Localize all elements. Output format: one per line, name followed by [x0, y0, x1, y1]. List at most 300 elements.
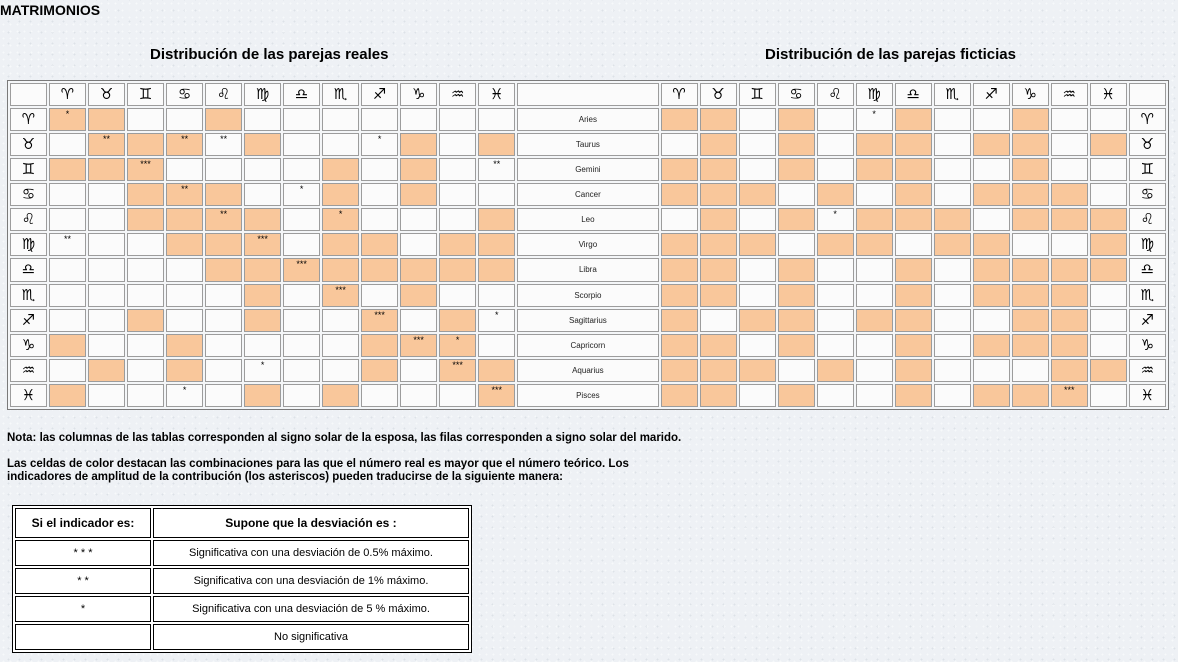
taurus-icon: ♉ — [10, 133, 47, 156]
real-cell — [166, 359, 203, 382]
real-cell — [127, 183, 164, 206]
fictitious-cell — [739, 133, 776, 156]
fictitious-cell — [856, 258, 893, 281]
scorpio-icon: ♏ — [934, 83, 971, 106]
fictitious-cell — [739, 284, 776, 307]
real-cell: ** — [166, 183, 203, 206]
cancer-icon: ♋ — [1129, 183, 1166, 206]
real-cell — [361, 233, 398, 256]
fictitious-cell — [739, 158, 776, 181]
real-cell: ** — [49, 233, 86, 256]
fictitious-cell — [700, 258, 737, 281]
real-cell: * — [322, 208, 359, 231]
cancer-icon: ♋ — [166, 83, 203, 106]
fictitious-cell — [739, 108, 776, 131]
real-cell — [439, 183, 476, 206]
real-cell — [361, 108, 398, 131]
real-cell: *** — [400, 334, 437, 357]
fictitious-cell — [700, 183, 737, 206]
real-cell — [283, 158, 320, 181]
fictitious-cell — [1012, 108, 1049, 131]
real-cell — [49, 334, 86, 357]
fictitious-cell — [778, 183, 815, 206]
legend-indicator: * — [15, 596, 151, 622]
real-cell: *** — [244, 233, 281, 256]
real-cell — [244, 334, 281, 357]
fictitious-cell — [661, 158, 698, 181]
real-cell — [400, 258, 437, 281]
fictitious-cell — [739, 208, 776, 231]
fictitious-cell — [817, 133, 854, 156]
real-cell — [400, 133, 437, 156]
significance-legend-table — [12, 505, 472, 653]
fictitious-cell — [895, 208, 932, 231]
legend-row — [15, 568, 469, 594]
gemini-icon: ♊ — [10, 158, 47, 181]
fictitious-cell — [856, 309, 893, 332]
fictitious-cell — [895, 384, 932, 407]
fictitious-cell — [661, 284, 698, 307]
real-cell: *** — [283, 258, 320, 281]
real-cell — [88, 108, 125, 131]
legend-indicator: * * — [15, 568, 151, 594]
fictitious-cell — [895, 133, 932, 156]
real-cell — [439, 133, 476, 156]
real-cell — [361, 183, 398, 206]
fictitious-cell — [973, 208, 1010, 231]
sign-name-cell: Gemini — [517, 158, 658, 181]
legend-indicator — [15, 624, 151, 650]
real-cell — [478, 334, 515, 357]
fictitious-cell — [1012, 359, 1049, 382]
real-cell — [205, 309, 242, 332]
real-cell — [361, 284, 398, 307]
fictitious-cell — [973, 233, 1010, 256]
fictitious-cell — [856, 284, 893, 307]
real-cell: *** — [439, 359, 476, 382]
fictitious-cell — [739, 309, 776, 332]
taurus-icon: ♉ — [700, 83, 737, 106]
real-cell — [400, 208, 437, 231]
fictitious-cell — [778, 284, 815, 307]
fictitious-cell — [778, 158, 815, 181]
fictitious-cell — [973, 334, 1010, 357]
sign-name-cell: Taurus — [517, 133, 658, 156]
real-cell — [361, 258, 398, 281]
real-cell — [361, 208, 398, 231]
real-cell — [166, 258, 203, 281]
taurus-icon: ♉ — [88, 83, 125, 106]
real-cell — [205, 258, 242, 281]
fictitious-cell — [1090, 108, 1127, 131]
real-cell — [244, 133, 281, 156]
fictitious-cell — [739, 359, 776, 382]
legend-row — [15, 540, 469, 566]
leo-icon: ♌ — [817, 83, 854, 106]
fictitious-cell — [1012, 258, 1049, 281]
legend-meaning: No significativa — [153, 624, 469, 650]
fictitious-cell — [1012, 133, 1049, 156]
fictitious-cell — [700, 334, 737, 357]
real-cell — [88, 233, 125, 256]
fictitious-cell — [895, 258, 932, 281]
legend-meaning: Significativa con una desviación de 0.5% máximo. — [153, 540, 469, 566]
real-cell — [166, 233, 203, 256]
fictitious-cell — [778, 384, 815, 407]
real-cell — [127, 284, 164, 307]
sign-name-cell: Aries — [517, 108, 658, 131]
fictitious-cell — [895, 183, 932, 206]
real-cell: * — [49, 108, 86, 131]
real-cell — [205, 233, 242, 256]
aquarius-icon: ♒ — [1129, 359, 1166, 382]
real-cell — [478, 233, 515, 256]
real-cell — [400, 158, 437, 181]
fictitious-cell — [778, 309, 815, 332]
corner-cell — [1129, 83, 1166, 106]
real-cell — [88, 183, 125, 206]
fictitious-cell — [700, 233, 737, 256]
sign-name-cell: Leo — [517, 208, 658, 231]
aquarius-icon: ♒ — [1051, 83, 1088, 106]
real-cell — [322, 183, 359, 206]
fictitious-cell — [1051, 183, 1088, 206]
fictitious-cell — [817, 183, 854, 206]
real-cell — [244, 309, 281, 332]
fictitious-cell — [895, 158, 932, 181]
zodiac-comparison-table — [7, 80, 1169, 410]
pisces-icon: ♓ — [478, 83, 515, 106]
table-row — [10, 158, 1166, 181]
legend-indicator: * * * — [15, 540, 151, 566]
real-cell: * — [439, 334, 476, 357]
fictitious-cell — [1051, 158, 1088, 181]
real-cell — [439, 233, 476, 256]
real-cell: ** — [88, 133, 125, 156]
fictitious-cell — [934, 258, 971, 281]
fictitious-cell — [661, 334, 698, 357]
fictitious-cell — [973, 158, 1010, 181]
fictitious-cell — [934, 334, 971, 357]
fictitious-cell — [1051, 208, 1088, 231]
real-cell — [322, 384, 359, 407]
legend-header-row — [15, 508, 469, 538]
real-cell — [88, 309, 125, 332]
fictitious-cell — [1012, 158, 1049, 181]
real-cell — [361, 384, 398, 407]
taurus-icon: ♉ — [1129, 133, 1166, 156]
fictitious-cell — [661, 108, 698, 131]
real-cell — [88, 258, 125, 281]
fictitious-cell — [934, 384, 971, 407]
real-cell: *** — [322, 284, 359, 307]
real-cell — [166, 208, 203, 231]
real-cell — [205, 108, 242, 131]
legend-meaning: Significativa con una desviación de 1% máximo. — [153, 568, 469, 594]
gemini-icon: ♊ — [739, 83, 776, 106]
sagittarius-icon: ♐ — [10, 309, 47, 332]
real-cell — [166, 334, 203, 357]
table-header-row — [10, 83, 1166, 106]
fictitious-cell — [739, 258, 776, 281]
real-cell — [88, 284, 125, 307]
real-cell — [49, 258, 86, 281]
real-cell — [127, 359, 164, 382]
aquarius-icon: ♒ — [439, 83, 476, 106]
fictitious-cell — [973, 108, 1010, 131]
real-cell: * — [361, 133, 398, 156]
fictitious-cell — [1051, 108, 1088, 131]
real-cell — [49, 384, 86, 407]
real-cell — [400, 309, 437, 332]
real-cell — [166, 158, 203, 181]
fictitious-cell — [700, 133, 737, 156]
fictitious-cell — [700, 284, 737, 307]
fictitious-cell — [739, 233, 776, 256]
fictitious-cell — [1012, 183, 1049, 206]
fictitious-cell — [700, 208, 737, 231]
real-cell — [244, 284, 281, 307]
fictitious-cell — [895, 108, 932, 131]
leo-icon: ♌ — [205, 83, 242, 106]
real-cell — [322, 158, 359, 181]
fictitious-cell — [934, 108, 971, 131]
table-row — [10, 359, 1166, 382]
real-cell — [439, 309, 476, 332]
fictitious-cell — [1012, 208, 1049, 231]
fictitious-cell — [973, 133, 1010, 156]
table-row — [10, 108, 1166, 131]
real-cell — [283, 359, 320, 382]
fictitious-cell — [856, 183, 893, 206]
real-cell — [205, 359, 242, 382]
capricorn-icon: ♑ — [10, 334, 47, 357]
virgo-icon: ♍ — [10, 233, 47, 256]
real-cell — [127, 108, 164, 131]
real-cell — [361, 359, 398, 382]
real-cell — [88, 334, 125, 357]
fictitious-cell — [856, 133, 893, 156]
fictitious-cell — [1051, 258, 1088, 281]
real-cell — [283, 108, 320, 131]
real-cell — [322, 233, 359, 256]
fictitious-cell — [1090, 183, 1127, 206]
fictitious-cell: * — [817, 208, 854, 231]
leo-icon: ♌ — [1129, 208, 1166, 231]
real-cell: ** — [478, 158, 515, 181]
fictitious-cell — [817, 284, 854, 307]
table-row — [10, 183, 1166, 206]
fictitious-cell — [1051, 233, 1088, 256]
fictitious-cell — [1012, 334, 1049, 357]
fictitious-cell — [661, 309, 698, 332]
real-cell — [88, 208, 125, 231]
real-cell — [478, 183, 515, 206]
real-cell — [478, 133, 515, 156]
fictitious-cell — [817, 309, 854, 332]
real-cell: *** — [478, 384, 515, 407]
leo-icon: ♌ — [10, 208, 47, 231]
fictitious-cell — [856, 384, 893, 407]
real-cell — [322, 309, 359, 332]
table-row — [10, 258, 1166, 281]
real-cell — [127, 384, 164, 407]
real-cell — [49, 183, 86, 206]
note-highlight-explanation: Las celdas de color destacan las combinaciones para las que el número real es mayor que el número teórico. Los indicadores de amplitud de la contribución (los asteriscos) pueden traducirse de la siguiente manera: — [7, 458, 629, 483]
fictitious-cell — [934, 359, 971, 382]
fictitious-cell — [973, 384, 1010, 407]
fictitious-cell — [1090, 208, 1127, 231]
real-cell — [361, 158, 398, 181]
real-cell — [244, 384, 281, 407]
aries-icon: ♈ — [1129, 108, 1166, 131]
fictitious-pairs-title: Distribución de las parejas ficticias — [765, 46, 1016, 63]
real-cell — [322, 359, 359, 382]
sagittarius-icon: ♐ — [973, 83, 1010, 106]
real-cell — [127, 133, 164, 156]
fictitious-cell — [700, 309, 737, 332]
fictitious-cell — [934, 183, 971, 206]
real-cell — [205, 158, 242, 181]
libra-icon: ♎ — [1129, 258, 1166, 281]
scorpio-icon: ♏ — [1129, 284, 1166, 307]
fictitious-cell — [934, 284, 971, 307]
fictitious-cell — [778, 233, 815, 256]
fictitious-cell — [1051, 284, 1088, 307]
fictitious-cell — [1090, 158, 1127, 181]
fictitious-cell — [934, 309, 971, 332]
page-title: MATRIMONIOS — [0, 2, 101, 18]
real-cell — [205, 284, 242, 307]
real-cell — [361, 334, 398, 357]
real-cell: ** — [205, 208, 242, 231]
cancer-icon: ♋ — [778, 83, 815, 106]
capricorn-icon: ♑ — [400, 83, 437, 106]
fictitious-cell: *** — [1051, 384, 1088, 407]
real-cell — [322, 334, 359, 357]
sign-name-cell: Capricorn — [517, 334, 658, 357]
sign-name-cell: Cancer — [517, 183, 658, 206]
real-cell — [478, 258, 515, 281]
fictitious-cell — [1090, 384, 1127, 407]
virgo-icon: ♍ — [1129, 233, 1166, 256]
fictitious-cell — [661, 233, 698, 256]
real-cell — [322, 258, 359, 281]
scorpio-icon: ♏ — [322, 83, 359, 106]
real-cell — [439, 108, 476, 131]
fictitious-cell — [856, 359, 893, 382]
table-row — [10, 133, 1166, 156]
real-cell — [283, 334, 320, 357]
fictitious-cell — [895, 233, 932, 256]
fictitious-cell — [739, 183, 776, 206]
real-cell — [439, 284, 476, 307]
real-cell — [127, 258, 164, 281]
virgo-icon: ♍ — [244, 83, 281, 106]
real-cell: * — [283, 183, 320, 206]
fictitious-cell — [934, 158, 971, 181]
fictitious-cell — [1090, 233, 1127, 256]
fictitious-cell — [817, 158, 854, 181]
fictitious-cell — [1090, 359, 1127, 382]
fictitious-cell — [700, 158, 737, 181]
sagittarius-icon: ♐ — [361, 83, 398, 106]
real-cell — [127, 208, 164, 231]
aries-icon: ♈ — [10, 108, 47, 131]
table-row — [10, 334, 1166, 357]
cancer-icon: ♋ — [10, 183, 47, 206]
fictitious-cell — [817, 334, 854, 357]
table-row — [10, 208, 1166, 231]
fictitious-cell — [934, 208, 971, 231]
real-cell — [49, 133, 86, 156]
real-cell — [244, 158, 281, 181]
fictitious-cell — [739, 384, 776, 407]
real-cell — [283, 208, 320, 231]
real-cell — [166, 284, 203, 307]
real-cell — [439, 384, 476, 407]
fictitious-cell — [973, 258, 1010, 281]
real-cell — [400, 183, 437, 206]
real-cell: * — [244, 359, 281, 382]
fictitious-cell — [973, 309, 1010, 332]
real-cell — [400, 233, 437, 256]
fictitious-cell — [895, 334, 932, 357]
fictitious-cell — [856, 334, 893, 357]
fictitious-cell — [661, 384, 698, 407]
real-cell — [283, 384, 320, 407]
fictitious-cell — [778, 108, 815, 131]
fictitious-cell — [973, 183, 1010, 206]
real-cell: ** — [166, 133, 203, 156]
fictitious-cell — [817, 233, 854, 256]
real-cell — [49, 309, 86, 332]
real-cell — [49, 208, 86, 231]
virgo-icon: ♍ — [856, 83, 893, 106]
aquarius-icon: ♒ — [10, 359, 47, 382]
fictitious-cell — [661, 258, 698, 281]
legend-row — [15, 596, 469, 622]
fictitious-cell — [700, 108, 737, 131]
real-cell — [244, 183, 281, 206]
sign-name-header-cell — [517, 83, 658, 106]
real-cell — [49, 359, 86, 382]
aries-icon: ♈ — [661, 83, 698, 106]
fictitious-cell — [1051, 334, 1088, 357]
libra-icon: ♎ — [283, 83, 320, 106]
sign-name-cell: Aquarius — [517, 359, 658, 382]
fictitious-cell — [1090, 133, 1127, 156]
fictitious-cell — [817, 108, 854, 131]
real-pairs-title: Distribución de las parejas reales — [150, 46, 389, 63]
real-cell — [127, 233, 164, 256]
fictitious-cell — [817, 384, 854, 407]
fictitious-cell — [817, 359, 854, 382]
real-cell — [439, 258, 476, 281]
fictitious-cell — [1090, 309, 1127, 332]
legend-row — [15, 624, 469, 650]
fictitious-cell — [895, 284, 932, 307]
real-cell — [478, 108, 515, 131]
capricorn-icon: ♑ — [1012, 83, 1049, 106]
fictitious-cell — [1090, 258, 1127, 281]
sign-name-cell: Scorpio — [517, 284, 658, 307]
real-cell — [244, 208, 281, 231]
fictitious-cell — [895, 309, 932, 332]
real-cell — [127, 334, 164, 357]
libra-icon: ♎ — [895, 83, 932, 106]
real-cell — [439, 158, 476, 181]
